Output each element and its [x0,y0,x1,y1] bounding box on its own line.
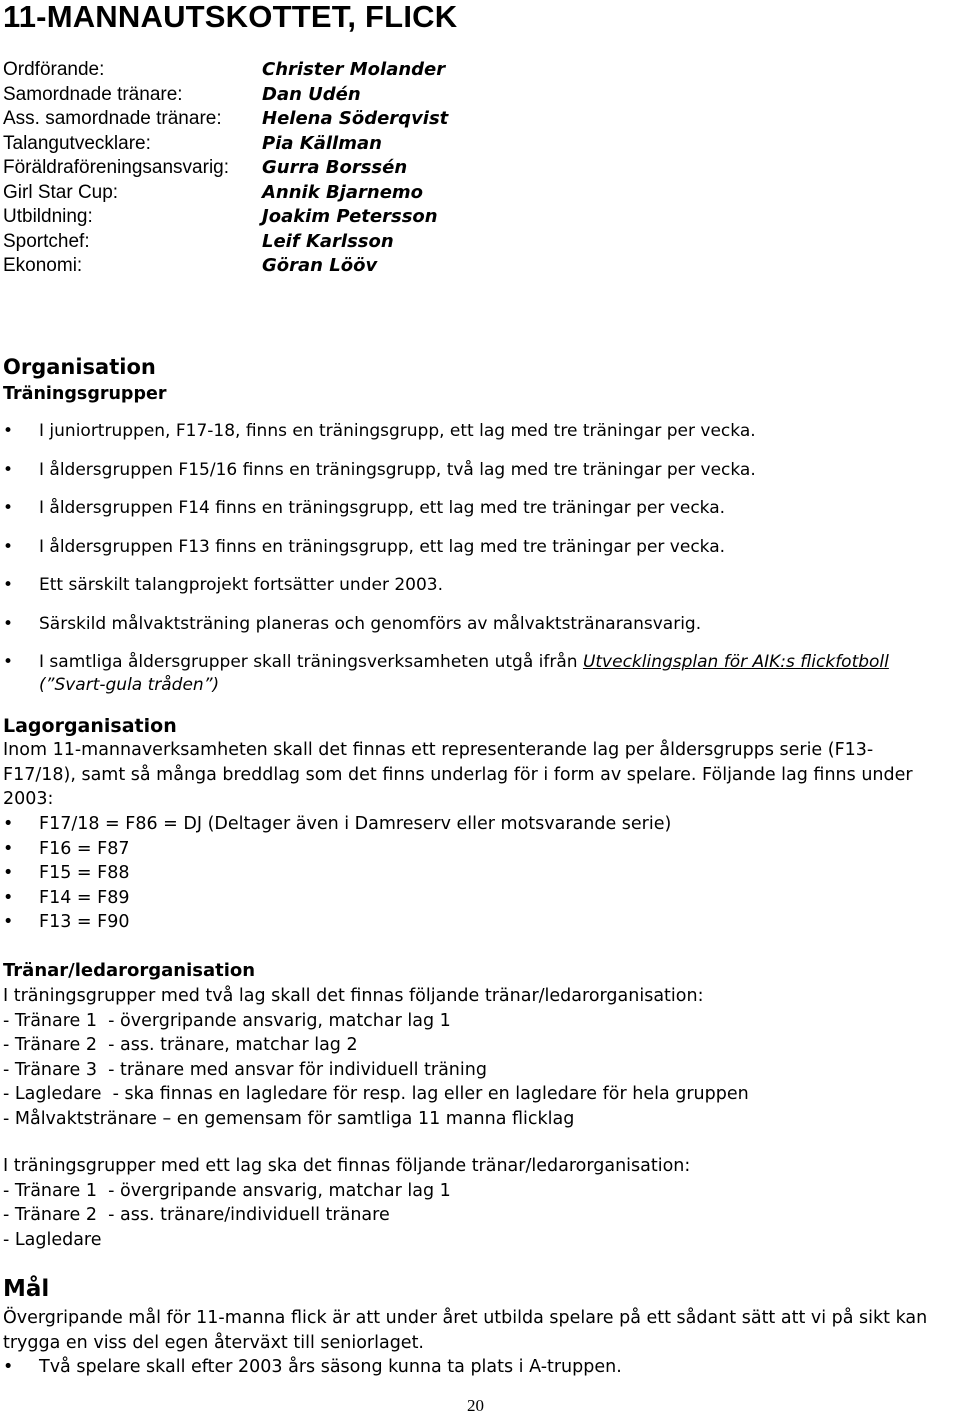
list-item [3,1355,622,1380]
list-item-text: I åldersgruppen F14 finns en träningsgrupp, ett lag med tre träningar per vecka. [39,498,726,518]
list-item [3,497,889,520]
role-label: Talangutvecklare: [3,132,151,154]
role-row [3,230,448,255]
list-item [3,910,671,935]
role-label: Utbildning: [3,206,93,227]
list-item-text: I juniortruppen, F17-18, finns en träningsgrupp, ett lag med tre träningar per vecka. [39,421,756,441]
role-row [3,156,448,181]
role-row [3,107,448,132]
paragraph-line: 2003: [3,789,54,809]
trainer-org-two-teams [3,984,948,1131]
paragraph-line: - Tränare 1 - övergripande ansvarig, matchar lag 1 [3,1180,451,1201]
bullet-icon: • [3,613,14,634]
page-title: 11-MANNAUTSKOTTET, FLICK [3,0,458,34]
role-row [3,132,448,157]
paragraph-line: - Tränare 3 - tränare med ansvar för individuell träning [3,1059,487,1080]
teams-list [3,812,671,935]
bullet-icon: • [3,863,14,883]
bullet-icon: • [3,421,14,441]
list-item-text-italic: (”Svart-gula tråden”) [39,675,220,695]
list-item-text: F16 = F87 [39,838,130,859]
list-item [3,536,889,559]
role-label: Sportchef: [3,230,90,252]
role-person: Helena Söderqvist [262,108,449,129]
role-row [3,254,448,279]
paragraph-line: - Tränare 2 - ass. tränare, matchar lag 2 [3,1035,358,1055]
role-person: Gurra Borssén [262,157,408,178]
paragraph-line: Övergripande mål för 11-manna flick är att under året utbilda spelare på ett sådant sätt att vi på sikt kan [3,1308,928,1328]
paragraph-line: - Tränare 1 - övergripande ansvarig, matchar lag 1 [3,1010,451,1031]
list-item-text: Ett särskilt talangprojekt fortsätter under 2003. [39,575,444,595]
role-label: Föräldraföreningsansvarig: [3,157,230,178]
role-person: Pia Källman [262,132,382,154]
bullet-icon: • [3,838,14,859]
role-row [3,205,448,230]
list-item-text: F14 = F89 [39,887,130,908]
role-row [3,83,448,108]
role-row [3,58,448,83]
list-item-text: Särskild målvaktsträning planeras och genomförs av målvaktstränaransvarig. [39,613,702,634]
trainer-org-one-team [3,1154,948,1252]
list-item [3,812,671,837]
list-item [3,459,889,482]
page-number: 20 [467,1396,484,1415]
list-item [3,613,889,636]
paragraph-line: - Lagledare - ska finnas en lagledare för resp. lag eller en lagledare för hela gruppen [3,1084,749,1104]
list-item-text: I åldersgruppen F15/16 finns en träningsgrupp, två lag med tre träningar per vecka. [39,459,756,480]
list-item-text: F17/18 = F86 = DJ (Deltager även i Damreserv eller motsvarande serie) [39,814,672,834]
goals-heading: Mål [3,1276,50,1302]
bullet-icon: • [3,459,14,480]
bullet-icon: • [3,498,14,518]
list-item [3,420,889,443]
lagorganisation-heading: Lagorganisation [3,715,177,737]
list-item [3,861,671,886]
paragraph-line: - Tränare 2 - ass. tränare/individuell tränare [3,1205,390,1225]
role-person: Christer Molander [262,59,446,80]
list-item-text: I samtliga åldersgrupper skall träningsverksamheten utgå ifrån [39,652,583,672]
role-person: Joakim Petersson [262,206,438,227]
list-item-text: F13 = F90 [39,912,130,932]
list-item-text: I åldersgruppen F13 finns en träningsgrupp, ett lag med tre träningar per vecka. [39,536,726,557]
paragraph-line: I träningsgrupper med två lag skall det finnas följande tränar/ledarorganisation: [3,986,704,1006]
list-item [3,574,889,597]
role-row [3,181,448,206]
role-person: Dan Udén [262,83,361,105]
trainer-org-heading: Tränar/ledarorganisation [3,960,256,981]
role-person: Göran Lööv [262,255,378,276]
role-label: Ordförande: [3,59,105,80]
role-label: Ass. samordnade tränare: [3,108,222,129]
paragraph-line: trygga en viss del egen återväxt till seniorlaget. [3,1332,424,1353]
list-item [3,651,889,697]
bullet-icon: • [3,1357,14,1377]
bullet-icon: • [3,536,14,557]
bullet-icon: • [3,887,14,908]
training-groups-heading: Träningsgrupper [3,384,167,404]
list-item [3,886,671,911]
paragraph-line: Inom 11-mannaverksamheten skall det finnas ett representerande lag per åldersgrupps serie (F13- [3,740,874,760]
training-groups-list [3,420,889,713]
development-plan-link[interactable]: Utvecklingsplan för AIK:s flickfotboll [582,652,889,672]
role-person: Leif Karlsson [262,230,394,252]
organisation-heading: Organisation [3,355,156,379]
list-item-text: Två spelare skall efter 2003 års säsong kunna ta plats i A-truppen. [39,1357,622,1377]
bullet-icon: • [3,575,14,595]
role-label: Samordnade tränare: [3,83,183,105]
paragraph-line: - Målvaktstränare – en gemensam för samtliga 11 manna flicklag [3,1108,575,1129]
paragraph-line: F17/18), samt så många breddlag som det finns underlag för i form av spelare. Följande lag finns under [3,764,913,785]
role-person: Annik Bjarnemo [262,181,424,203]
paragraph-line: I träningsgrupper med ett lag ska det finnas följande tränar/ledarorganisation: [3,1156,691,1176]
role-label: Ekonomi: [3,255,83,276]
list-item [3,837,671,862]
role-label: Girl Star Cup: [3,181,119,203]
bullet-icon: • [3,814,14,834]
list-item-text: F15 = F88 [39,863,130,883]
committee-roles [3,58,448,279]
bullet-icon: • [3,912,14,932]
paragraph-line: - Lagledare [3,1229,102,1250]
lagorganisation-text [3,738,948,812]
goals-text [3,1306,948,1355]
goals-list [3,1355,622,1380]
bullet-icon: • [3,652,14,672]
